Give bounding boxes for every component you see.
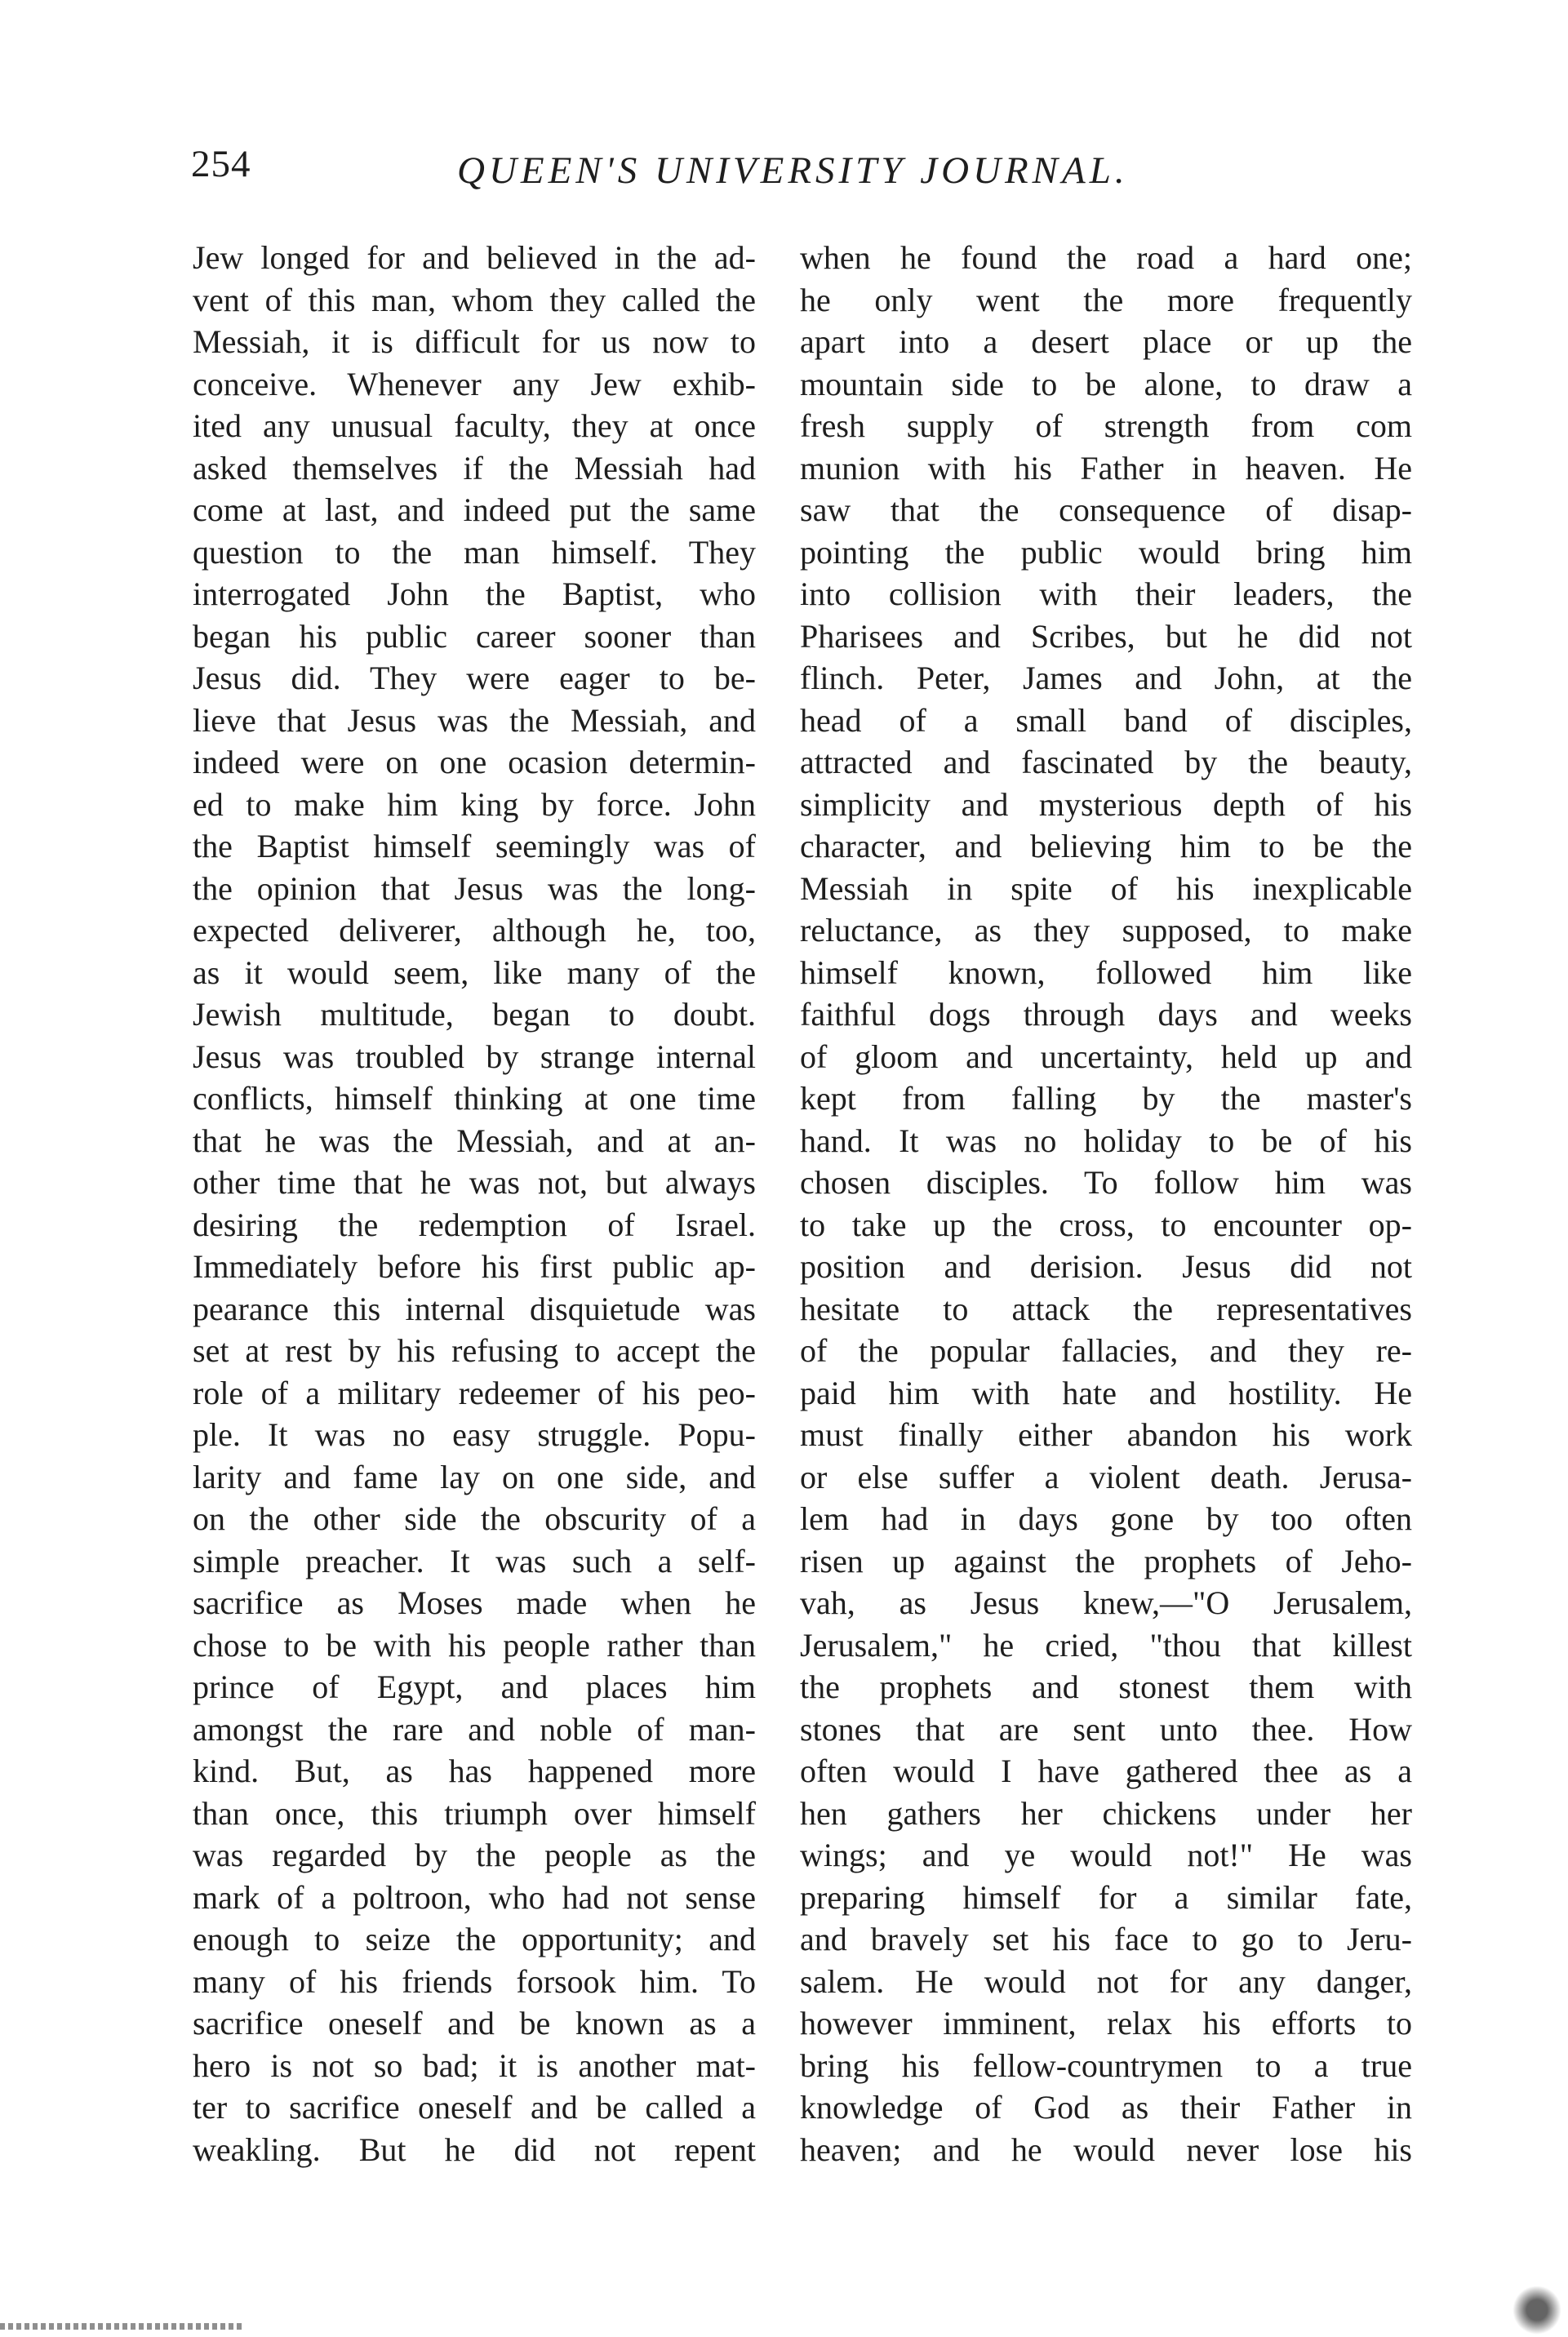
text-line: prince of Egypt, and places him [193,1668,756,1705]
text-line: expected deliverer, although he, too, [193,912,756,949]
text-line: preparing himself for a similar fate, [800,1878,1412,1916]
scan-blot [1512,2286,1561,2335]
text-line: many of his friends forsook him. To [193,1962,756,2000]
text-line: Jew longed for and believed in the ad- [193,239,756,276]
text-line: Immediately before his first public ap- [193,1248,756,1285]
text-line: pointing the public would bring him [800,533,1412,571]
text-line: Jesus did. They were eager to be- [193,660,756,696]
text-line: he only went the more frequently [800,281,1412,318]
text-line: began his public career sooner than [193,617,756,655]
text-line: mountain side to be alone, to draw a [800,365,1412,402]
text-line: stones that are sent unto thee. How [800,1710,1412,1748]
text-line: ple. It was no easy struggle. Popu- [193,1416,756,1453]
text-line: as it would seem, like many of the [193,953,756,991]
running-head: QUEEN'S UNIVERSITY JOURNAL. [457,149,1129,192]
left-column [193,237,756,2170]
text-line: pearance this internal disquietude was [193,1290,756,1327]
text-line: into collision with their leaders, the [800,575,1412,612]
text-line: Messiah in spite of his inexplicable [800,869,1412,907]
text-line: or else suffer a violent death. Jerusa- [800,1458,1412,1495]
text-line: simplicity and mysterious depth of his [800,785,1412,823]
text-line: himself known, followed him like [800,953,1412,991]
text-line: salem. He would not for any danger, [800,1962,1412,2000]
text-line: ed to make him king by force. John [193,785,756,823]
text-line: hand. It was no holiday to be of his [800,1122,1412,1159]
text-line: larity and fame lay on one side, and [193,1458,756,1495]
text-line: however imminent, relax his efforts to [800,2005,1412,2042]
text-line: vah, as Jesus knew,—"O Jerusalem, [800,1584,1412,1621]
text-line: attracted and fascinated by the beauty, [800,744,1412,780]
text-line: sacrifice as Moses made when he [193,1584,756,1621]
text-line: the opinion that Jesus was the long- [193,869,756,907]
text-line: chosen disciples. To follow him was [800,1164,1412,1201]
text-line: reluctance, as they supposed, to make [800,912,1412,949]
text-line: was regarded by the people as the [193,1837,756,1873]
text-line: come at last, and indeed put the same [193,491,756,528]
text-line: that he was the Messiah, and at an- [193,1122,756,1159]
text-line: than once, this triumph over himself [193,1794,756,1832]
text-line: must finally either abandon his work [800,1416,1412,1453]
text-line: often would I have gathered thee as a [800,1753,1412,1789]
text-line: of gloom and uncertainty, held up and [800,1037,1412,1075]
text-line: position and derision. Jesus did not [800,1248,1412,1285]
text-line: ter to sacrifice oneself and be called a [193,2089,756,2126]
text-line: conceive. Whenever any Jew exhib- [193,365,756,402]
text-line: risen up against the prophets of Jeho- [800,1542,1412,1579]
text-line: conflicts, himself thinking at one time [193,1080,756,1117]
text-line: amongst the rare and noble of man- [193,1710,756,1748]
text-line: paid him with hate and hostility. He [800,1374,1412,1411]
text-line: when he found the road a hard one; [800,239,1412,276]
text-line: heaven; and he would never lose his [800,2130,1412,2168]
text-line: indeed were on one ocasion determin- [193,744,756,780]
text-line: flinch. Peter, James and John, at the [800,660,1412,696]
text-line: head of a small band of disciples, [800,701,1412,739]
scan-smudge [0,2323,245,2330]
text-line: mark of a poltroon, who had not sense [193,1878,756,1916]
text-line: Jewish multitude, began to doubt. [193,996,756,1033]
text-line: asked themselves if the Messiah had [193,449,756,487]
text-line: role of a military redeemer of his peo- [193,1374,756,1411]
text-line: chose to be with his people rather than [193,1626,756,1664]
text-line: weakling. But he did not repent [193,2130,756,2168]
text-line: kind. But, as has happened more [193,1753,756,1789]
text-line: sacrifice oneself and be known as a [193,2005,756,2042]
text-line: wings; and ye would not!" He was [800,1837,1412,1873]
text-line: the prophets and stonest them with [800,1668,1412,1705]
text-line: ited any unusual faculty, they at once [193,407,756,444]
text-line: and bravely set his face to go to Jeru- [800,1921,1412,1957]
text-line: Messiah, it is difficult for us now to [193,323,756,360]
text-line: of the popular fallacies, and they re- [800,1332,1412,1369]
text-line: other time that he was not, but always [193,1164,756,1201]
text-line: hen gathers her chickens under her [800,1794,1412,1832]
text-line: lieve that Jesus was the Messiah, and [193,701,756,739]
text-line: enough to seize the opportunity; and [193,1921,756,1957]
page-number: 254 [191,143,251,185]
text-line: question to the man himself. They [193,533,756,571]
text-line: the Baptist himself seemingly was of [193,828,756,864]
text-line: saw that the consequence of disap- [800,491,1412,528]
text-line: lem had in days gone by too often [800,1500,1412,1537]
text-line: Pharisees and Scribes, but he did not [800,617,1412,655]
text-line: Jesus was troubled by strange internal [193,1037,756,1075]
text-line: Jerusalem," he cried, "thou that killest [800,1626,1412,1664]
text-line: kept from falling by the master's [800,1080,1412,1117]
text-line: hero is not so bad; it is another mat- [193,2046,756,2084]
text-line: to take up the cross, to encounter op- [800,1206,1412,1243]
text-line: hesitate to attack the representatives [800,1290,1412,1327]
right-column [800,237,1412,2170]
text-line: knowledge of God as their Father in [800,2089,1412,2126]
text-line: munion with his Father in heaven. He [800,449,1412,487]
text-line: faithful dogs through days and weeks [800,996,1412,1033]
text-line: interrogated John the Baptist, who [193,575,756,612]
text-line: fresh supply of strength from com [800,407,1412,444]
text-line: apart into a desert place or up the [800,323,1412,360]
text-line: on the other side the obscurity of a [193,1500,756,1537]
text-line: bring his fellow-countrymen to a true [800,2046,1412,2084]
text-line: vent of this man, whom they called the [193,281,756,318]
text-line: simple preacher. It was such a self- [193,1542,756,1579]
text-line: set at rest by his refusing to accept the [193,1332,756,1369]
text-line: desiring the redemption of Israel. [193,1206,756,1243]
text-line: character, and believing him to be the [800,828,1412,864]
